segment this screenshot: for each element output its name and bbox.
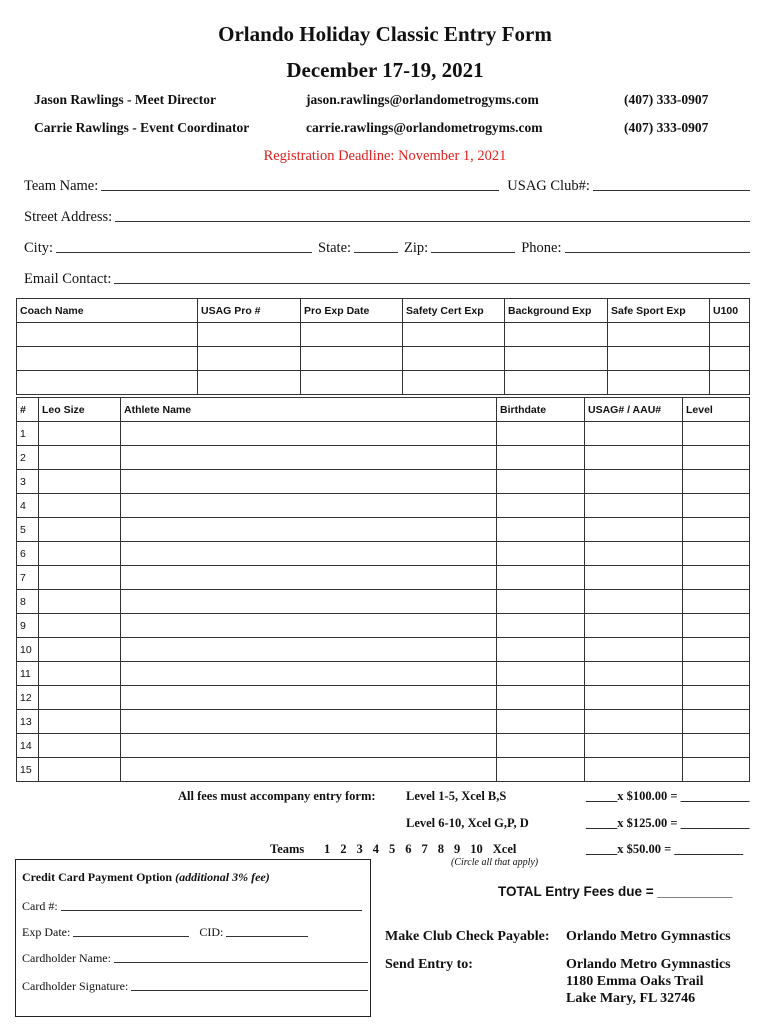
- athlete-cell[interactable]: [121, 446, 497, 470]
- athlete-cell[interactable]: [39, 686, 121, 710]
- zip-field[interactable]: [431, 252, 515, 253]
- table-row: [17, 662, 750, 686]
- email-row: [24, 266, 750, 288]
- staff-2-phone: (407) 333-0907: [624, 120, 709, 135]
- athlete-cell[interactable]: [683, 734, 750, 758]
- athlete-cell[interactable]: [683, 446, 750, 470]
- fee-level-1-5-label: Level 1-5, Xcel B,S: [406, 788, 507, 803]
- athlete-cell[interactable]: [585, 614, 683, 638]
- credit-card-fee-note: (additional 3% fee): [175, 870, 270, 884]
- table-row: [17, 758, 750, 782]
- athlete-cell[interactable]: [39, 638, 121, 662]
- athlete-cell[interactable]: [683, 590, 750, 614]
- table-row: [17, 734, 750, 758]
- coach-cell[interactable]: [17, 323, 198, 347]
- circle-note: (Circle all that apply): [451, 856, 539, 868]
- zip-label: Zip:: [404, 240, 429, 256]
- athlete-cell[interactable]: [585, 446, 683, 470]
- athlete-cell[interactable]: [585, 590, 683, 614]
- athlete-cell[interactable]: [121, 638, 497, 662]
- athlete-cell[interactable]: [585, 638, 683, 662]
- teams-amount[interactable]: _____x $50.00 = ___________: [586, 841, 744, 856]
- athlete-cell[interactable]: [39, 470, 121, 494]
- coach-cell[interactable]: [710, 323, 750, 347]
- athlete-cell[interactable]: [39, 494, 121, 518]
- athlete-row-number: 7: [17, 566, 39, 590]
- fees-intro: All fees must accompany entry form:: [178, 788, 376, 803]
- coach-cell[interactable]: [403, 371, 505, 395]
- athlete-cell[interactable]: [39, 542, 121, 566]
- athlete-cell[interactable]: [39, 710, 121, 734]
- table-row: [17, 614, 750, 638]
- credit-card-title: [22, 870, 270, 885]
- table-row: [17, 518, 750, 542]
- athlete-row-number: 4: [17, 494, 39, 518]
- coach-cell[interactable]: [505, 323, 608, 347]
- safe-sport-header: Safe Sport Exp: [608, 299, 710, 323]
- coach-cell[interactable]: [608, 323, 710, 347]
- athlete-row-number: 2: [17, 446, 39, 470]
- athlete-cell[interactable]: [121, 590, 497, 614]
- athlete-row-number: 8: [17, 590, 39, 614]
- street-row: [24, 204, 750, 226]
- fee-level-1-5-amount[interactable]: _____x $100.00 = ___________: [586, 788, 750, 803]
- card-number-label: Card #:: [22, 899, 58, 913]
- athlete-row-number: 11: [17, 662, 39, 686]
- athlete-cell[interactable]: [39, 590, 121, 614]
- u100-header: U100: [710, 299, 750, 323]
- team-level-option[interactable]: 1: [324, 841, 331, 856]
- staff-1-email: jason.rawlings@orlandometrogyms.com: [306, 92, 539, 107]
- athlete-cell[interactable]: [683, 518, 750, 542]
- athlete-cell[interactable]: [497, 494, 585, 518]
- coach-cell[interactable]: [198, 371, 301, 395]
- athlete-cell[interactable]: [585, 542, 683, 566]
- athlete-cell[interactable]: [39, 758, 121, 782]
- table-row: [17, 494, 750, 518]
- coach-cell[interactable]: [608, 371, 710, 395]
- table-row: [17, 686, 750, 710]
- team-level-option[interactable]: 10: [470, 841, 483, 856]
- event-dates: December 17-19, 2021: [286, 58, 484, 82]
- exp-date-label: Exp Date:: [22, 925, 71, 939]
- registration-deadline: Registration Deadline: November 1, 2021: [263, 148, 507, 164]
- athlete-row-number: 13: [17, 710, 39, 734]
- athlete-cell[interactable]: [683, 710, 750, 734]
- athlete-row-number: 1: [17, 422, 39, 446]
- phone-field[interactable]: [565, 252, 751, 253]
- coach-row: [17, 371, 750, 395]
- level-header: Level: [683, 398, 750, 422]
- mailing-address-line-2: 1180 Emma Oaks Trail: [566, 974, 704, 989]
- team-level-option[interactable]: 9: [454, 841, 461, 856]
- team-level-option[interactable]: Xcel: [492, 841, 517, 856]
- signature-row: [22, 978, 368, 994]
- street-label: Street Address:: [24, 209, 113, 225]
- cardholder-row: [22, 950, 368, 966]
- athlete-cell[interactable]: [585, 686, 683, 710]
- athlete-row-number: 9: [17, 614, 39, 638]
- athlete-cell[interactable]: [497, 446, 585, 470]
- athlete-cell[interactable]: [497, 758, 585, 782]
- coach-cell[interactable]: [608, 347, 710, 371]
- athlete-name-header: Athlete Name: [121, 398, 497, 422]
- birthdate-header: Birthdate: [497, 398, 585, 422]
- athlete-cell[interactable]: [121, 518, 497, 542]
- cid-field[interactable]: [226, 936, 308, 937]
- exp-row: [22, 924, 308, 940]
- athlete-cell[interactable]: [585, 422, 683, 446]
- athlete-cell[interactable]: [39, 614, 121, 638]
- phone-label: Phone:: [521, 240, 562, 256]
- coach-cell[interactable]: [505, 347, 608, 371]
- table-row: [17, 638, 750, 662]
- leo-size-header: Leo Size: [39, 398, 121, 422]
- total-entry-fees[interactable]: TOTAL Entry Fees due = __________: [498, 884, 733, 899]
- city-field[interactable]: [56, 252, 312, 253]
- fee-level-6-10-label: Level 6-10, Xcel G,P, D: [406, 815, 529, 830]
- athlete-row-number: 14: [17, 734, 39, 758]
- athlete-cell[interactable]: [497, 542, 585, 566]
- coach-table: [16, 298, 750, 395]
- state-label: State:: [318, 240, 352, 256]
- athlete-cell[interactable]: [683, 758, 750, 782]
- table-row: [17, 566, 750, 590]
- table-row: [17, 710, 750, 734]
- coach-row: [17, 347, 750, 371]
- athlete-cell[interactable]: [497, 590, 585, 614]
- athlete-cell[interactable]: [497, 566, 585, 590]
- athlete-table-header: [17, 398, 750, 422]
- athlete-cell[interactable]: [585, 734, 683, 758]
- athlete-cell[interactable]: [497, 470, 585, 494]
- num-header: #: [17, 398, 39, 422]
- team-name-row: [24, 173, 750, 195]
- email-label: Email Contact:: [24, 271, 112, 287]
- athlete-row-number: 3: [17, 470, 39, 494]
- athlete-row-number: 15: [17, 758, 39, 782]
- athlete-cell[interactable]: [497, 518, 585, 542]
- athlete-cell[interactable]: [39, 446, 121, 470]
- athlete-cell[interactable]: [585, 470, 683, 494]
- athlete-cell[interactable]: [683, 686, 750, 710]
- athlete-cell[interactable]: [497, 422, 585, 446]
- table-row: [17, 422, 750, 446]
- athlete-cell[interactable]: [497, 686, 585, 710]
- credit-card-title-text: Credit Card Payment Option: [22, 870, 173, 884]
- street-field[interactable]: [115, 221, 750, 222]
- coach-cell[interactable]: [198, 323, 301, 347]
- city-label: City:: [24, 240, 54, 256]
- athlete-cell[interactable]: [497, 710, 585, 734]
- team-name-field[interactable]: [101, 190, 499, 191]
- usag-club-label: USAG Club#:: [507, 178, 590, 194]
- athlete-cell[interactable]: [39, 422, 121, 446]
- athlete-row-number: 12: [17, 686, 39, 710]
- athlete-cell[interactable]: [683, 494, 750, 518]
- athlete-row-number: 10: [17, 638, 39, 662]
- coach-cell[interactable]: [301, 347, 403, 371]
- staff-1-phone: (407) 333-0907: [624, 92, 709, 107]
- coach-cell[interactable]: [301, 371, 403, 395]
- team-level-option[interactable]: 2: [340, 841, 347, 856]
- table-row: [17, 446, 750, 470]
- coach-cell[interactable]: [710, 371, 750, 395]
- team-level-option[interactable]: 8: [437, 841, 444, 856]
- mailing-address-line-3: Lake Mary, FL 32746: [566, 991, 696, 1006]
- coach-row: [17, 323, 750, 347]
- state-field[interactable]: [354, 252, 398, 253]
- team-level-option[interactable]: 4: [372, 841, 379, 856]
- signature-label: Cardholder Signature:: [22, 979, 129, 993]
- athlete-cell[interactable]: [683, 422, 750, 446]
- athlete-cell[interactable]: [121, 662, 497, 686]
- athlete-cell[interactable]: [121, 566, 497, 590]
- teams-label: Teams: [270, 841, 305, 856]
- coach-cell[interactable]: [403, 323, 505, 347]
- athlete-table: [16, 397, 750, 782]
- athlete-cell[interactable]: [585, 494, 683, 518]
- athlete-row-number: 5: [17, 518, 39, 542]
- cardholder-name-field[interactable]: [114, 962, 368, 963]
- athlete-cell[interactable]: [683, 614, 750, 638]
- athlete-cell[interactable]: [39, 566, 121, 590]
- athlete-cell[interactable]: [121, 686, 497, 710]
- athlete-cell[interactable]: [683, 662, 750, 686]
- athlete-cell[interactable]: [497, 734, 585, 758]
- staff-1-name: Jason Rawlings - Meet Director: [34, 92, 216, 107]
- safety-cert-header: Safety Cert Exp: [403, 299, 505, 323]
- coach-table-header: [17, 299, 750, 323]
- team-name-label: Team Name:: [24, 178, 99, 194]
- coach-name-header: Coach Name: [17, 299, 198, 323]
- cardholder-name-label: Cardholder Name:: [22, 951, 111, 965]
- athlete-cell[interactable]: [121, 494, 497, 518]
- athlete-cell[interactable]: [121, 758, 497, 782]
- athlete-cell[interactable]: [121, 614, 497, 638]
- athlete-cell[interactable]: [683, 470, 750, 494]
- coach-cell[interactable]: [17, 371, 198, 395]
- mailing-address-line-1: Orlando Metro Gymnastics: [566, 957, 731, 972]
- athlete-cell[interactable]: [585, 758, 683, 782]
- exp-date-field[interactable]: [73, 936, 189, 937]
- athlete-cell[interactable]: [121, 422, 497, 446]
- team-level-option[interactable]: 5: [389, 841, 396, 856]
- coach-cell[interactable]: [17, 347, 198, 371]
- team-level-option[interactable]: 7: [421, 841, 428, 856]
- coach-cell[interactable]: [403, 347, 505, 371]
- team-level-option[interactable]: 3: [356, 841, 363, 856]
- coach-cell[interactable]: [505, 371, 608, 395]
- check-payable-to: Orlando Metro Gymnastics: [566, 929, 731, 944]
- card-number-row: [22, 898, 362, 914]
- fee-level-6-10-amount[interactable]: _____x $125.00 = ___________: [586, 815, 750, 830]
- athlete-cell[interactable]: [585, 566, 683, 590]
- staff-2-name: Carrie Rawlings - Event Coordinator: [34, 120, 250, 135]
- send-entry-label: Send Entry to:: [385, 957, 473, 972]
- email-field[interactable]: [114, 283, 750, 284]
- athlete-cell[interactable]: [497, 662, 585, 686]
- athlete-cell[interactable]: [585, 662, 683, 686]
- cid-label: CID:: [199, 925, 224, 939]
- form-title: Orlando Holiday Classic Entry Form: [218, 22, 552, 46]
- usag-club-field[interactable]: [593, 190, 750, 191]
- athlete-cell[interactable]: [121, 470, 497, 494]
- check-payable-label: Make Club Check Payable:: [385, 929, 550, 944]
- table-row: [17, 590, 750, 614]
- card-number-field[interactable]: [61, 910, 362, 911]
- athlete-cell[interactable]: [39, 662, 121, 686]
- athlete-cell[interactable]: [683, 638, 750, 662]
- table-row: [17, 470, 750, 494]
- athlete-row-number: 6: [17, 542, 39, 566]
- athlete-cell[interactable]: [121, 734, 497, 758]
- credit-card-box: [15, 859, 371, 1017]
- signature-field[interactable]: [131, 990, 368, 991]
- athlete-cell[interactable]: [497, 614, 585, 638]
- athlete-cell[interactable]: [39, 734, 121, 758]
- team-level-option[interactable]: 6: [405, 841, 412, 856]
- pro-exp-header: Pro Exp Date: [301, 299, 403, 323]
- athlete-cell[interactable]: [585, 518, 683, 542]
- athlete-cell[interactable]: [683, 566, 750, 590]
- usag-pro-header: USAG Pro #: [198, 299, 301, 323]
- coach-cell[interactable]: [198, 347, 301, 371]
- coach-cell[interactable]: [710, 347, 750, 371]
- staff-2-email: carrie.rawlings@orlandometrogyms.com: [306, 120, 543, 135]
- background-exp-header: Background Exp: [505, 299, 608, 323]
- athlete-cell[interactable]: [39, 518, 121, 542]
- table-row: [17, 542, 750, 566]
- athlete-cell[interactable]: [683, 542, 750, 566]
- athlete-cell[interactable]: [121, 710, 497, 734]
- coach-cell[interactable]: [301, 323, 403, 347]
- athlete-cell[interactable]: [585, 710, 683, 734]
- athlete-cell[interactable]: [121, 542, 497, 566]
- city-row: [24, 235, 750, 257]
- usag-aau-header: USAG# / AAU#: [585, 398, 683, 422]
- athlete-cell[interactable]: [497, 638, 585, 662]
